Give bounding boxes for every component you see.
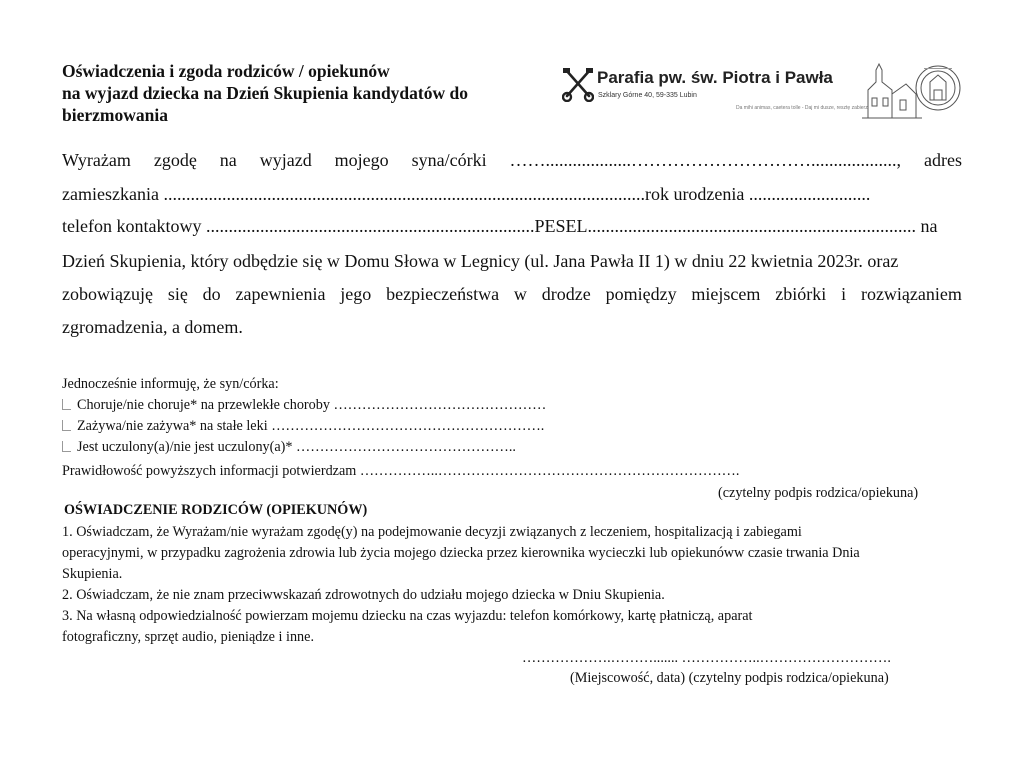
signature-dots[interactable]: ……………….………....... ……………..………………………. bbox=[522, 650, 891, 666]
consent-line-5 bbox=[62, 284, 962, 305]
consent-line-2[interactable]: zamieszkania ...........................................................................................................rok urodzenia ........................... bbox=[62, 184, 871, 204]
checkbox[interactable] bbox=[62, 441, 71, 452]
signature-caption-1: (czytelny podpis rodzica/opiekuna) bbox=[718, 485, 919, 501]
word: Wyrażam bbox=[62, 150, 131, 170]
declaration-line-3: Skupienia. bbox=[62, 566, 123, 582]
parish-address: Szklary Górne 40, 59-335 Lubin bbox=[598, 92, 697, 99]
parish-logo bbox=[562, 60, 962, 120]
word: się bbox=[167, 284, 188, 304]
consent-line-3[interactable]: telefon kontaktowy .........................................................................PESEL......................................................................... na bbox=[62, 216, 938, 236]
title-line-2: na wyjazd dziecka na Dzień Skupienia kandydatów do bbox=[62, 83, 468, 103]
checkbox[interactable] bbox=[62, 420, 71, 431]
health-confirm-line[interactable]: Prawidłowość powyższych informacji potwierdzam ……………..………………………………………………………. bbox=[62, 463, 740, 479]
parish-motto: Da mihi animas, caetera tolle - Daj mi dusze, resztę zabierz bbox=[736, 105, 868, 111]
child-name-field[interactable]: ……...................…………………………..................., bbox=[509, 150, 902, 170]
word: rozwiązaniem bbox=[860, 284, 962, 304]
declaration-heading: OŚWIADCZENIE RODZICÓW (OPIEKUNÓW) bbox=[64, 502, 368, 518]
declaration-line-2: operacyjnymi, w przypadku zagrożenia zdrowia lub życia mojego dziecka przez kierownika wycieczki lub opiekunóww czasie trwania Dnia bbox=[62, 545, 860, 561]
word: pomiędzy bbox=[605, 284, 677, 304]
word: mojego bbox=[334, 150, 389, 170]
crossed-keys-icon bbox=[562, 66, 594, 102]
health-item-chronic[interactable] bbox=[62, 397, 546, 414]
word: zbiórki bbox=[775, 284, 827, 304]
document-title bbox=[62, 60, 542, 126]
word: zgodę bbox=[153, 150, 197, 170]
consent-line-4: Dzień Skupienia, który odbędzie się w Domu Słowa w Legnicy (ul. Jana Pawła II 1) w dniu 22 kwietnia 2023r. oraz bbox=[62, 251, 899, 271]
title-line-1: Oświadczenia i zgoda rodziców / opiekunów bbox=[62, 61, 390, 81]
word: zapewnienia bbox=[235, 284, 326, 304]
signature-caption-2: (Miejscowość, data) (czytelny podpis rodzica/opiekuna) bbox=[570, 670, 889, 686]
health-item-label: Jest uczulony(a)/nie jest uczulony(a)* ……………………………………….. bbox=[77, 439, 516, 455]
checkbox[interactable] bbox=[62, 399, 71, 410]
word: syna/córki bbox=[411, 150, 487, 170]
health-item-allergy[interactable] bbox=[62, 439, 516, 456]
word: zobowiązuję bbox=[62, 284, 153, 304]
word: jego bbox=[340, 284, 372, 304]
declaration-line-6: fotograficzny, sprzęt audio, pieniądze i inne. bbox=[62, 629, 314, 645]
health-item-label: Zażywa/nie zażywa* na stałe leki …………………………………………………. bbox=[77, 418, 545, 434]
church-seal-icon bbox=[862, 60, 962, 120]
title-line-3: bierzmowania bbox=[62, 105, 168, 125]
word: na bbox=[219, 150, 237, 170]
health-item-label: Choruje/nie choruje* na przewlekłe choroby ……………………………………… bbox=[77, 397, 547, 413]
parish-name: Parafia pw. św. Piotra i Pawła bbox=[597, 68, 833, 87]
word: w bbox=[513, 284, 527, 304]
health-item-medication[interactable] bbox=[62, 418, 544, 435]
consent-line-6: zgromadzenia, a domem. bbox=[62, 317, 243, 337]
health-intro: Jednocześnie informuję, że syn/córka: bbox=[62, 376, 279, 392]
word: bezpieczeństwa bbox=[386, 284, 500, 304]
word: miejscem bbox=[691, 284, 761, 304]
word: do bbox=[202, 284, 221, 304]
word: wyjazd bbox=[259, 150, 312, 170]
word: adres bbox=[924, 150, 962, 170]
word: drodze bbox=[541, 284, 591, 304]
declaration-line-5: 3. Na własną odpowiedzialność powierzam mojemu dziecku na czas wyjazdu: telefon komórkowy, kartę płatniczą, aparat bbox=[62, 608, 753, 624]
consent-line-1 bbox=[62, 150, 962, 171]
declaration-line-1: 1. Oświadczam, że Wyrażam/nie wyrażam zgodę(y) na podejmowanie decyzji związanych z leczeniem, hospitalizacją i zabiegami bbox=[62, 524, 802, 540]
declaration-line-4: 2. Oświadczam, że nie znam przeciwwskazań zdrowotnych do udziału mojego dziecka w Dniu Skupienia. bbox=[62, 587, 665, 603]
word: i bbox=[841, 284, 847, 304]
